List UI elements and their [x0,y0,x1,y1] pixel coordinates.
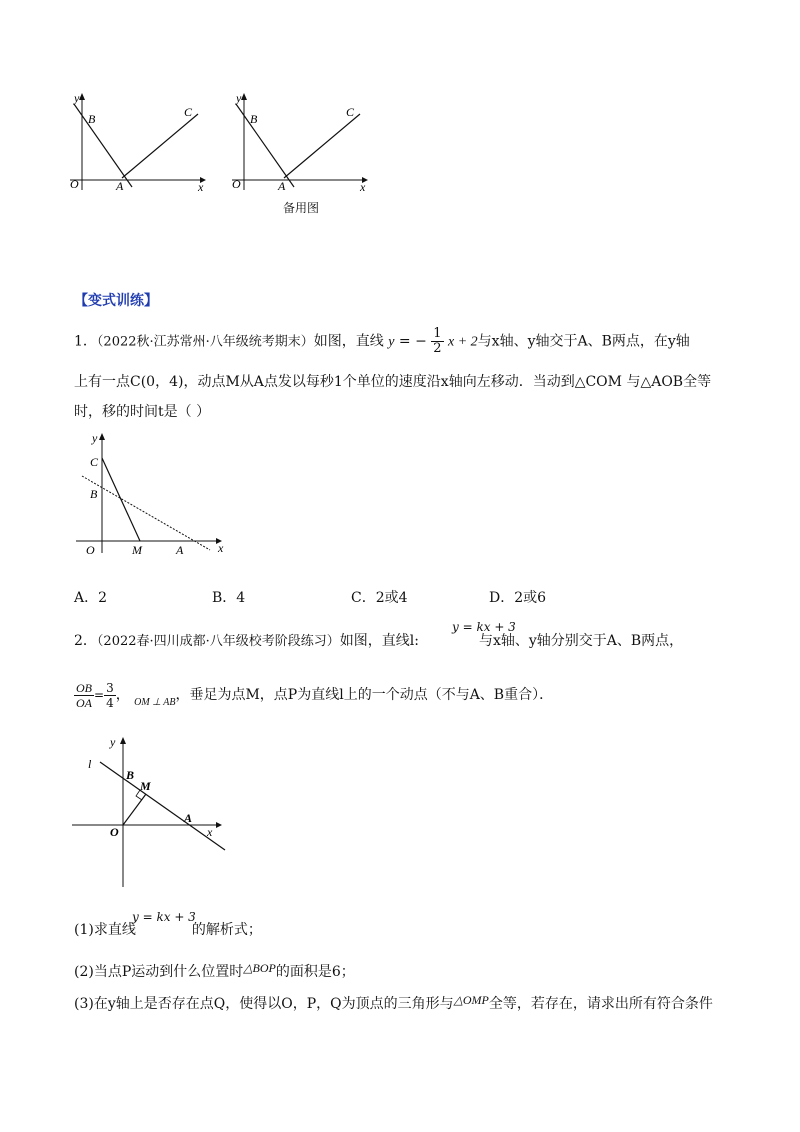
x-axis-label: x [207,825,213,839]
q1-option-c[interactable]: C．2或4 [351,590,408,606]
q2-text-c: ，垂足为点M，点P为直线l上的一个动点（不与A、B重合）． [175,687,554,703]
y-axis-label: y [110,735,116,749]
point-a-label: A [116,179,124,193]
q1-number: 1． [74,333,97,350]
origin-label: O [70,177,79,191]
q1-option-a[interactable]: A．2 [74,590,108,606]
q1-eq-y: y [388,334,395,350]
q1-text-a: 如图，直线 [313,333,384,350]
point-m-label: M [132,543,142,557]
section-title: 【变式训练】 [74,293,158,309]
point-a-label: A [184,811,193,825]
y-axis-label: y [74,91,80,105]
point-m-label: M [140,779,151,793]
point-c-label: C [184,105,193,119]
origin-label: O [232,177,241,191]
q2-sub1 [74,920,262,940]
q2-sub1-text-a: (1)求直线 [74,922,136,938]
x-axis-label: x [360,180,366,194]
q1-option-d[interactable]: D．2或6 [489,590,547,606]
q2-eq-above: y = kx + 3 [452,620,516,634]
point-a-label: A [176,543,184,557]
q2-sub3-triangle: △OMP [453,993,489,1007]
x-axis-label: x [198,180,204,194]
q1-text-b: 与x轴、y轴交于A、B两点，在y轴 [477,333,690,350]
x-axis-label: x [218,541,224,555]
q2-sub3-text-a: (3)在y轴上是否存在点Q，使得以O，P，Q为顶点的三角形与 [74,996,454,1012]
q2-text-a: 如图，直线l: [339,633,419,649]
q1-source: （2022秋·江苏常州·八年级统考期末） [96,334,314,350]
point-b-label: B [90,487,98,501]
q1-line3: 时，移的时间t是（ ） [74,404,211,420]
point-b-label: B [88,112,96,126]
q2-figure [70,732,235,892]
top-figure-1 [60,90,220,195]
point-c-label: C [90,455,99,469]
q1-eq-eq: = − [398,333,427,350]
q2-sub1-eq: y = kx + 3 [132,910,196,924]
q2-sub2-text-a: (2)当点P运动到什么位置时 [74,964,244,980]
q2-sub2-triangle: △BOP [243,961,276,975]
y-axis-label: y [236,91,242,105]
q2-line1 [74,631,683,652]
q2-number: 2． [74,633,97,649]
q1-line2: 上有一点C(0，4)，动点M从A点发以每秒1个单位的速度沿x轴向左移动．当动到△COM 与△AOB全等 [74,374,712,390]
q2-ratio-eq: = [94,688,105,702]
q2-ratio-value: $\frac{3}{4}$ [106,680,114,710]
origin-label: O [86,543,95,557]
q2-sub2 [74,958,355,982]
q1-eq-rest: x + 2 [448,334,478,350]
q2-perp: OM ⊥ AB [134,697,176,708]
top-figure-2 [222,90,382,195]
y-axis-label: y [92,431,98,445]
q2-line2 [74,680,553,718]
point-b-label: B [250,112,258,126]
q2-sub1-text-b: 的解析式； [191,922,262,938]
q2-comma: ， [115,687,130,703]
q2-sub3-text-b: 全等，若存在，请求出所有符合条件 [488,996,713,1012]
figure-caption: 备用图 [283,201,320,215]
q2-ratio-fraction: $\frac{OB}{OA}$ [76,680,92,710]
line-l-label: l [88,757,92,771]
point-a-label: A [278,179,286,193]
q1-eq-fraction: $\frac{1}{2}$ [433,326,442,356]
q2-source: （2022春·四川成都·八年级校考阶段练习） [96,634,340,649]
q1-line1 [74,327,690,356]
point-b-label: B [126,768,135,782]
q2-text-b: 与x轴、y轴分别交于A、B两点， [478,633,684,649]
q2-sub2-text-b: 的面积是6； [275,964,355,980]
q1-figure [72,428,237,563]
origin-label: O [110,825,119,839]
q2-sub3 [74,990,713,1014]
q1-option-b[interactable]: B．4 [212,590,246,606]
point-c-label: C [346,105,355,119]
